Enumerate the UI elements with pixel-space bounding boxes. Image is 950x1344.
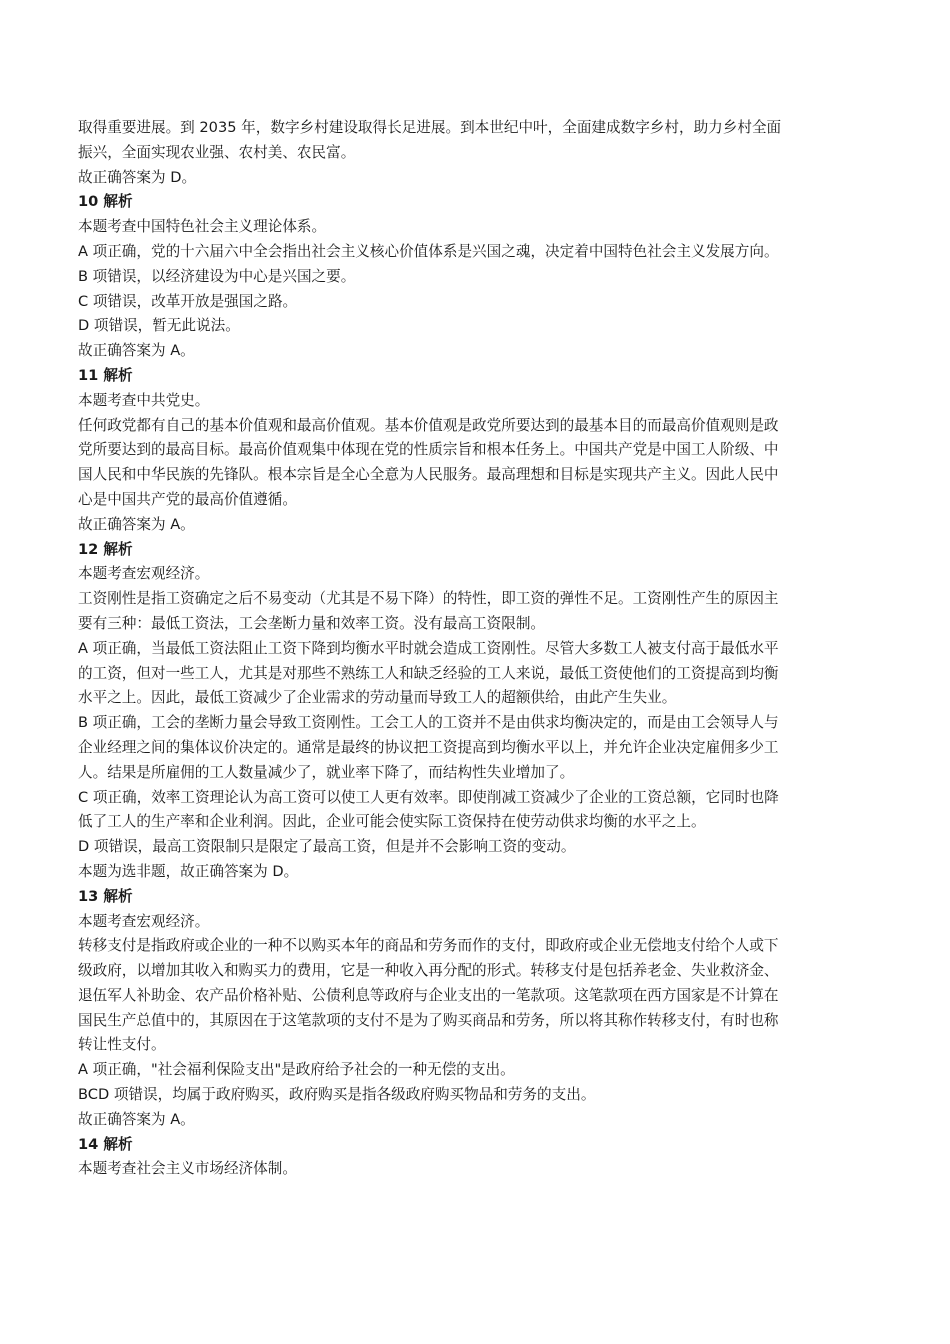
text-line: 本题考查宏观经济。 xyxy=(78,565,210,583)
text-line: C 项正确，效率工资理论认为高工资可以使工人更有效率。即使削减工资减少了企业的工资总额，它同时也降 xyxy=(78,788,779,806)
section-heading: 14 解析 xyxy=(78,1135,133,1153)
text-line: 水平之上。因此，最低工资减少了企业需求的劳动量而导致工人的超额供给，由此产生失业。 xyxy=(78,689,677,707)
section-heading: 10 解析 xyxy=(78,193,133,211)
section-heading: 13 解析 xyxy=(78,887,133,905)
text-line: 退伍军人补助金、农产品价格补贴、公债利息等政府与企业支出的一笔款项。这笔款项在西方国家是不计算在 xyxy=(78,986,779,1004)
text-line: 任何政党都有自己的基本价值观和最高价值观。基本价值观是政党所要达到的最基本目的而最高价值观则是政 xyxy=(78,416,779,434)
text-line: 故正确答案为 A。 xyxy=(78,342,195,360)
text-line: 企业经理之间的集体议价决定的。通常是最终的协议把工资提高到均衡水平以上，并允许企业决定雇佣多少工 xyxy=(78,738,779,756)
text-line: A 项正确，党的十六届六中全会指出社会主义核心价值体系是兴国之魂，决定着中国特色社会主义发展方向。 xyxy=(78,242,779,260)
text-line: 本题考查宏观经济。 xyxy=(78,912,210,930)
text-line: 的工资，但对一些工人，尤其是对那些不熟练工人和缺乏经验的工人来说，最低工资使他们的工资提高到均衡 xyxy=(78,664,779,682)
text-line: 国人民和中华民族的先锋队。根本宗旨是全心全意为人民服务。最高理想和目标是实现共产主义。因此人民中 xyxy=(78,466,779,484)
answer-explanations xyxy=(78,116,878,1182)
text-line: 要有三种：最低工资法，工会垄断力量和效率工资。没有最高工资限制。 xyxy=(78,614,546,632)
text-line: 党所要达到的最高目标。最高价值观集中体现在党的性质宗旨和根本任务上。中国共产党是中国工人阶级、中 xyxy=(78,441,779,459)
text-line: A 项正确，当最低工资法阻止工资下降到均衡水平时就会造成工资刚性。尽管大多数工人被支付高于最低水平 xyxy=(78,639,779,657)
text-line: B 项正确，工会的垄断力量会导致工资刚性。工会工人的工资并不是由供求均衡决定的，而是由工会领导人与 xyxy=(78,714,779,732)
text-line: 心是中国共产党的最高价值遵循。 xyxy=(78,490,297,508)
text-line: 转移支付是指政府或企业的一种不以购买本年的商品和劳务而作的支付，即政府或企业无偿地支付给个人或下 xyxy=(78,937,779,955)
text-line: 国民生产总值中的，其原因在于这笔款项的支付不是为了购买商品和劳务，所以将其称作转移支付，有时也称 xyxy=(78,1011,779,1029)
text-line: 人。结果是所雇佣的工人数量减少了，就业率下降了，而结构性失业增加了。 xyxy=(78,763,575,781)
text-line: 本题考查中共党史。 xyxy=(78,391,210,409)
text-line: A 项正确，"社会福利保险支出"是政府给予社会的一种无偿的支出。 xyxy=(78,1061,515,1079)
text-line: BCD 项错误，均属于政府购买，政府购买是指各级政府购买物品和劳务的支出。 xyxy=(78,1086,596,1104)
text-line: 本题考查中国特色社会主义理论体系。 xyxy=(78,218,327,236)
text-line: 故正确答案为 D。 xyxy=(78,168,197,186)
text-line: C 项错误，改革开放是强国之路。 xyxy=(78,292,298,310)
text-line: D 项错误，暂无此说法。 xyxy=(78,317,240,335)
text-line: B 项错误，以经济建设为中心是兴国之要。 xyxy=(78,267,356,285)
text-line: 取得重要进展。到 2035 年，数字乡村建设取得长足进展。到本世纪中叶，全面建成数字乡村，助力乡村全面 xyxy=(78,119,782,136)
text-line: D 项错误，最高工资限制只是限定了最高工资，但是并不会影响工资的变动。 xyxy=(78,838,576,856)
text-line: 工资刚性是指工资确定之后不易变动（尤其是不易下降）的特性，即工资的弹性不足。工资刚性产生的原因主 xyxy=(78,590,779,608)
text-line: 故正确答案为 A。 xyxy=(78,1110,195,1128)
text-line: 低了工人的生产率和企业利润。因此，企业可能会使实际工资保持在使劳动供求均衡的水平之上。 xyxy=(78,813,706,831)
text-line: 转让性支付。 xyxy=(78,1036,166,1054)
text-line: 本题考查社会主义市场经济体制。 xyxy=(78,1160,297,1178)
section-heading: 12 解析 xyxy=(78,540,133,558)
text-line: 振兴，全面实现农业强、农村美、农民富。 xyxy=(78,143,356,161)
section-heading: 11 解析 xyxy=(78,366,133,384)
text-line: 故正确答案为 A。 xyxy=(78,515,195,533)
text-line: 级政府，以增加其收入和购买力的费用，它是一种收入再分配的形式。转移支付是包括养老金、失业救济金、 xyxy=(78,962,779,980)
text-line: 本题为选非题，故正确答案为 D。 xyxy=(78,862,299,880)
